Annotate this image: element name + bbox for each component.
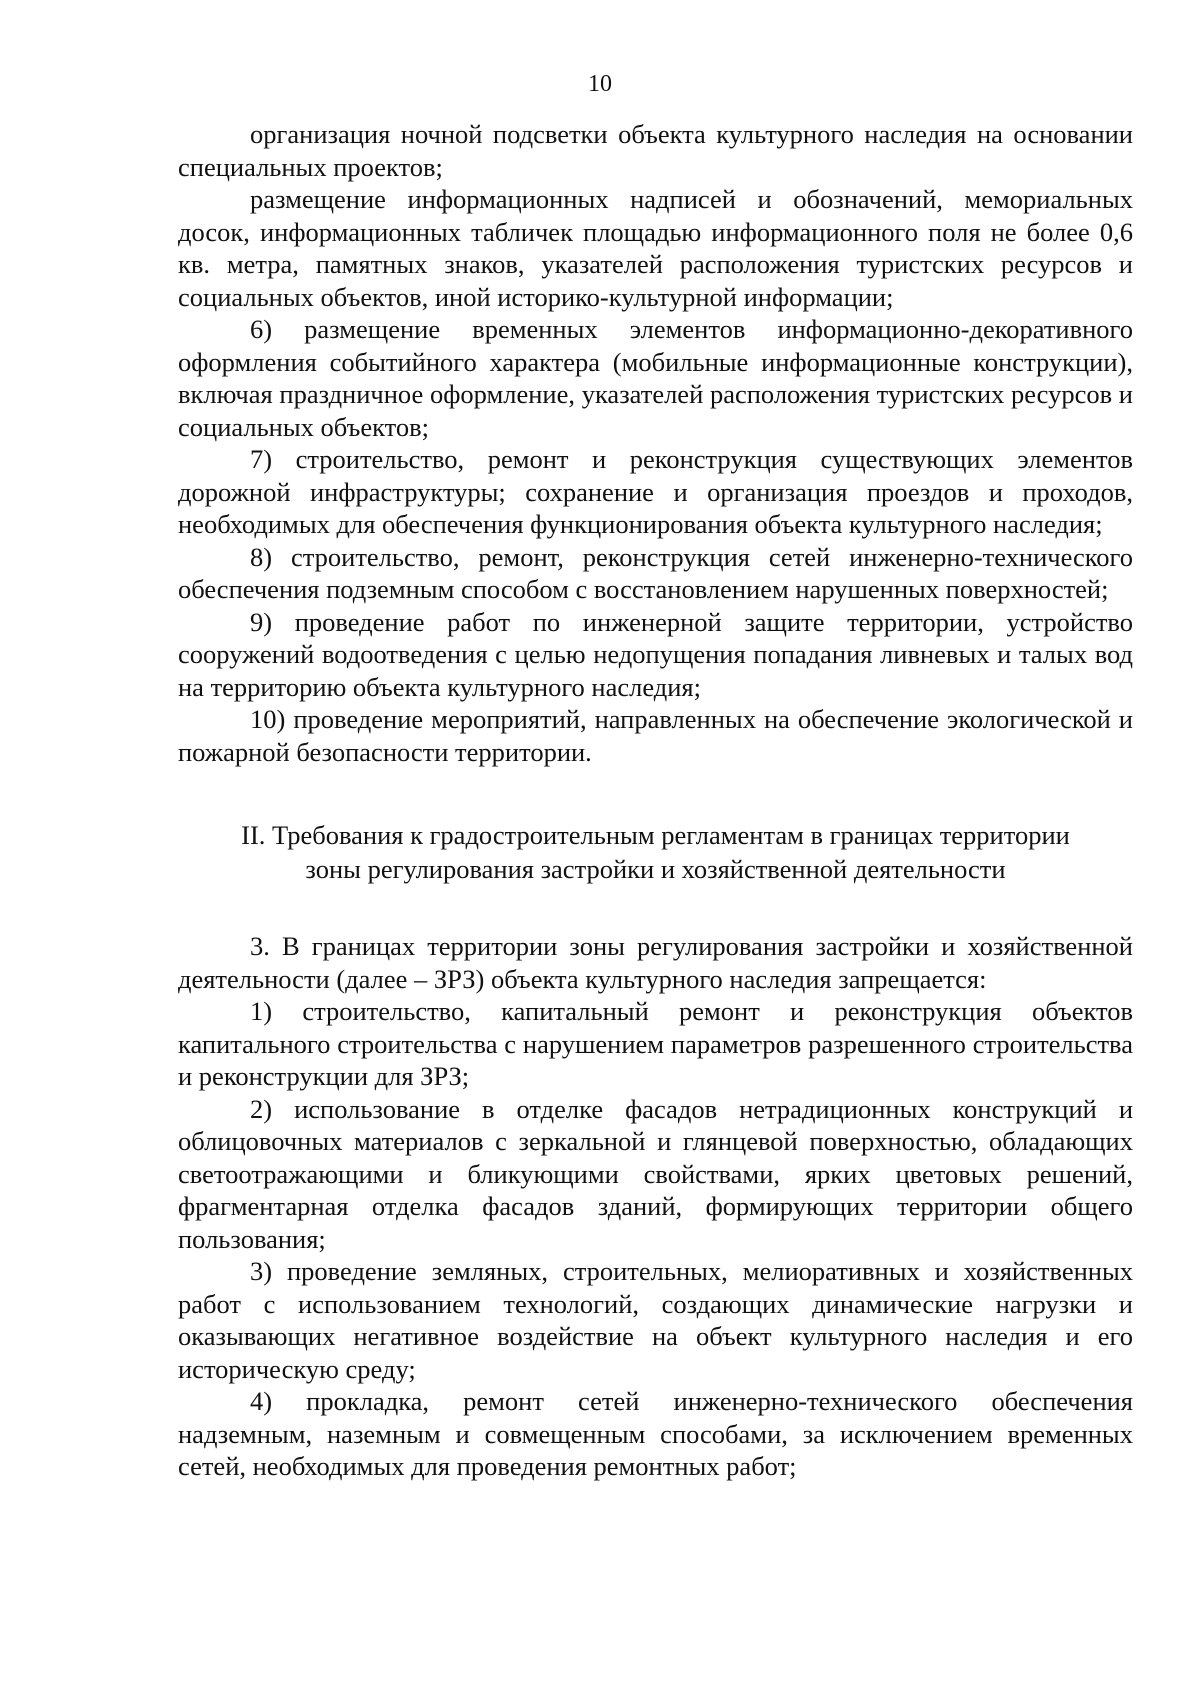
section-heading (178, 818, 1133, 886)
paragraph-item-10: 10) проведение мероприятий, направленных на обеспечение экологической и пожарной безопасности территории. (178, 704, 1133, 767)
paragraph-item-7: 7) строительство, ремонт и реконструкция существующих элементов дорожной инфраструктуры; сохранение и организация проездов и проходов, необходимых для обеспечения функционирования объекта культурного наследия; (178, 444, 1133, 539)
paragraph-item-6: 6) размещение временных элементов информационно-декоративного оформления событийного характера (мобильные информационные конструкции), включая праздничное оформление, указателей расположения туристских ресурсов и социальных объектов; (178, 314, 1133, 442)
paragraph-night-lighting: организация ночной подсветки объекта культурного наследия на основании специальных проектов; (178, 119, 1133, 182)
paragraph-prohibition-4: 4) прокладка, ремонт сетей инженерно-технического обеспечения надземным, наземным и совмещенным способами, за исключением временных сетей, необходимых для проведения ремонтных работ; (178, 1386, 1133, 1481)
page-number: 10 (588, 71, 612, 97)
paragraph-item-9: 9) проведение работ по инженерной защите территории, устройство сооружений водоотведения с целью недопущения попадания ливневых и талых вод на территорию объекта культурного наследия; (178, 606, 1133, 702)
paragraph-prohibition-1: 1) строительство, капитальный ремонт и реконструкция объектов капитального строительства с нарушением параметров разрешенного строительства и реконструкции для ЗРЗ; (178, 996, 1133, 1091)
paragraph-clause-3: 3. В границах территории зоны регулирования застройки и хозяйственной деятельности (далее – ЗРЗ) объекта культурного наследия запрещается: (178, 931, 1133, 994)
paragraph-prohibition-3: 3) проведение земляных, строительных, мелиоративных и хозяйственных работ с использованием технологий, создающих динамические нагрузки и оказывающих негативное воздействие на объект культурного наследия и его историческую среду; (178, 1256, 1133, 1384)
paragraph-item-8: 8) строительство, ремонт, реконструкция сетей инженерно-технического обеспечения подземным способом с восстановлением нарушенных поверхностей; (178, 541, 1133, 604)
section-heading-line-2: зоны регулирования застройки и хозяйственной деятельности (305, 854, 1006, 884)
section-heading-line-1: II. Требования к градостроительным регламентам в границах территории (241, 820, 1070, 850)
document-body (178, 118, 1133, 1483)
paragraph-prohibition-2: 2) использование в отделке фасадов нетрадиционных конструкций и облицовочных материалов с зеркальной и глянцевой поверхностью, обладающих светоотражающими и бликующими свойствами, ярких цветовых решений, фрагментарная отделка фасадов зданий, формирующих территории общего пользования; (178, 1093, 1133, 1254)
paragraph-info-signs: размещение информационных надписей и обозначений, мемориальных досок, информационных табличек площадью информационного поля не более 0,6 кв. метра, памятных знаков, указателей расположения туристских ресурсов и социальных объектов, иной историко-культурной информации; (178, 184, 1133, 312)
